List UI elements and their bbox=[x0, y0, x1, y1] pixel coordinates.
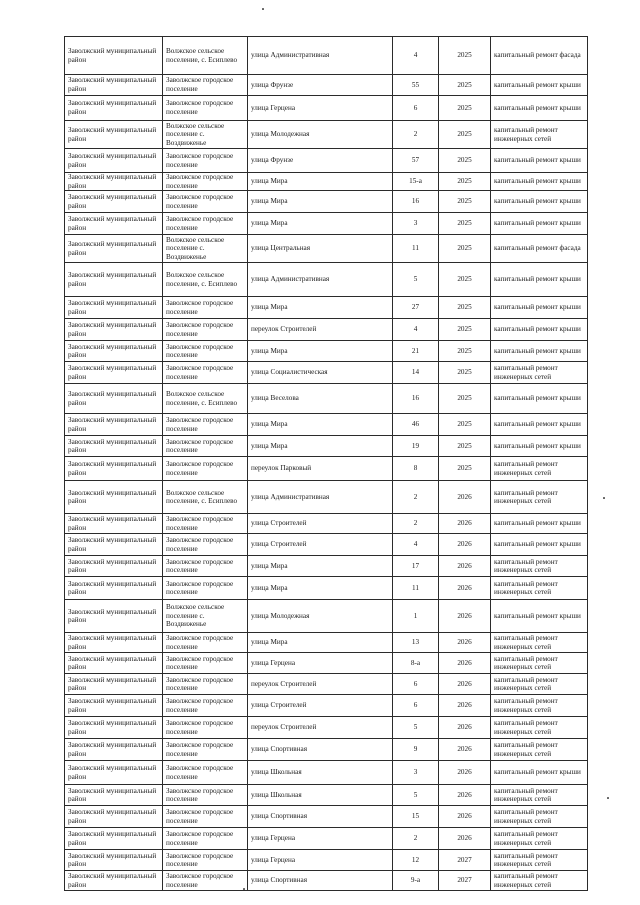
year-cell: 2026 bbox=[439, 534, 491, 556]
work-type-cell: капитальный ремонт крыши bbox=[491, 514, 588, 534]
year-cell: 2025 bbox=[439, 457, 491, 481]
year-cell: 2025 bbox=[439, 121, 491, 149]
work-type-cell: капитальный ремонт инженерных сетей bbox=[491, 674, 588, 695]
house-number-cell: 11 bbox=[393, 235, 439, 263]
settlement-cell: Заволжское городское поселение bbox=[163, 850, 248, 871]
year-cell: 2026 bbox=[439, 653, 491, 674]
street-cell: улица Спортивная bbox=[248, 871, 393, 891]
table-row bbox=[65, 96, 588, 121]
district-cell: Заволжский муниципальный район bbox=[65, 235, 163, 263]
district-cell: Заволжский муниципальный район bbox=[65, 191, 163, 213]
settlement-cell: Заволжское городское поселение bbox=[163, 75, 248, 96]
street-cell: улица Молодежная bbox=[248, 600, 393, 633]
district-cell: Заволжский муниципальный район bbox=[65, 362, 163, 384]
settlement-cell: Заволжское городское поселение bbox=[163, 173, 248, 191]
table-row bbox=[65, 263, 588, 297]
district-cell: Заволжский муниципальный район bbox=[65, 828, 163, 850]
house-number-cell: 2 bbox=[393, 828, 439, 850]
settlement-cell: Заволжское городское поселение bbox=[163, 717, 248, 739]
street-cell: улица Административная bbox=[248, 37, 393, 75]
settlement-cell: Заволжское городское поселение bbox=[163, 785, 248, 806]
work-type-cell: капитальный ремонт инженерных сетей bbox=[491, 695, 588, 717]
work-type-cell: капитальный ремонт крыши bbox=[491, 263, 588, 297]
work-type-cell: капитальный ремонт крыши bbox=[491, 213, 588, 235]
work-type-cell: капитальный ремонт инженерных сетей bbox=[491, 871, 588, 891]
work-type-cell: капитальный ремонт крыши bbox=[491, 534, 588, 556]
house-number-cell: 1 bbox=[393, 600, 439, 633]
house-number-cell: 13 bbox=[393, 633, 439, 653]
table-row bbox=[65, 457, 588, 481]
table-row bbox=[65, 806, 588, 828]
house-number-cell: 6 bbox=[393, 695, 439, 717]
table-row bbox=[65, 674, 588, 695]
house-number-cell: 19 bbox=[393, 436, 439, 457]
work-type-cell: капитальный ремонт крыши bbox=[491, 600, 588, 633]
year-cell: 2026 bbox=[439, 806, 491, 828]
district-cell: Заволжский муниципальный район bbox=[65, 674, 163, 695]
street-cell: улица Мира bbox=[248, 633, 393, 653]
district-cell: Заволжский муниципальный район bbox=[65, 556, 163, 577]
repair-schedule-table bbox=[64, 36, 588, 891]
scan-speck bbox=[603, 497, 605, 499]
table-row bbox=[65, 37, 588, 75]
district-cell: Заволжский муниципальный район bbox=[65, 600, 163, 633]
work-type-cell: капитальный ремонт инженерных сетей bbox=[491, 457, 588, 481]
year-cell: 2025 bbox=[439, 213, 491, 235]
year-cell: 2027 bbox=[439, 850, 491, 871]
work-type-cell: капитальный ремонт инженерных сетей bbox=[491, 717, 588, 739]
street-cell: переулок Строителей bbox=[248, 319, 393, 341]
street-cell: улица Школьная bbox=[248, 785, 393, 806]
table-row bbox=[65, 761, 588, 785]
district-cell: Заволжский муниципальный район bbox=[65, 653, 163, 674]
street-cell: улица Социалистическая bbox=[248, 362, 393, 384]
street-cell: улица Спортивная bbox=[248, 806, 393, 828]
table-body bbox=[65, 37, 588, 891]
year-cell: 2026 bbox=[439, 577, 491, 600]
district-cell: Заволжский муниципальный район bbox=[65, 481, 163, 514]
district-cell: Заволжский муниципальный район bbox=[65, 436, 163, 457]
table-row bbox=[65, 191, 588, 213]
house-number-cell: 8-а bbox=[393, 653, 439, 674]
house-number-cell: 3 bbox=[393, 761, 439, 785]
work-type-cell: капитальный ремонт инженерных сетей bbox=[491, 362, 588, 384]
table-row bbox=[65, 414, 588, 436]
district-cell: Заволжский муниципальный район bbox=[65, 121, 163, 149]
street-cell: улица Герцена bbox=[248, 828, 393, 850]
house-number-cell: 46 bbox=[393, 414, 439, 436]
settlement-cell: Волжское сельское поселение, с. Есиплево bbox=[163, 37, 248, 75]
street-cell: переулок Строителей bbox=[248, 717, 393, 739]
settlement-cell: Заволжское городское поселение bbox=[163, 534, 248, 556]
work-type-cell: капитальный ремонт крыши bbox=[491, 297, 588, 319]
street-cell: улица Герцена bbox=[248, 96, 393, 121]
house-number-cell: 9-а bbox=[393, 871, 439, 891]
street-cell: улица Мира bbox=[248, 213, 393, 235]
table-row bbox=[65, 149, 588, 173]
district-cell: Заволжский муниципальный район bbox=[65, 384, 163, 414]
house-number-cell: 27 bbox=[393, 297, 439, 319]
house-number-cell: 55 bbox=[393, 75, 439, 96]
district-cell: Заволжский муниципальный район bbox=[65, 806, 163, 828]
settlement-cell: Заволжское городское поселение bbox=[163, 414, 248, 436]
house-number-cell: 6 bbox=[393, 96, 439, 121]
house-number-cell: 15 bbox=[393, 806, 439, 828]
scan-speck bbox=[243, 888, 245, 890]
work-type-cell: капитальный ремонт крыши bbox=[491, 761, 588, 785]
street-cell: улица Молодежная bbox=[248, 121, 393, 149]
work-type-cell: капитальный ремонт инженерных сетей bbox=[491, 633, 588, 653]
street-cell: улица Герцена bbox=[248, 850, 393, 871]
year-cell: 2025 bbox=[439, 191, 491, 213]
settlement-cell: Заволжское городское поселение bbox=[163, 577, 248, 600]
street-cell: улица Мира bbox=[248, 191, 393, 213]
table-row bbox=[65, 785, 588, 806]
year-cell: 2025 bbox=[439, 362, 491, 384]
settlement-cell: Волжское сельское поселение с. Воздвиженье bbox=[163, 121, 248, 149]
district-cell: Заволжский муниципальный район bbox=[65, 534, 163, 556]
district-cell: Заволжский муниципальный район bbox=[65, 149, 163, 173]
house-number-cell: 2 bbox=[393, 121, 439, 149]
house-number-cell: 6 bbox=[393, 674, 439, 695]
district-cell: Заволжский муниципальный район bbox=[65, 96, 163, 121]
district-cell: Заволжский муниципальный район bbox=[65, 514, 163, 534]
street-cell: улица Герцена bbox=[248, 653, 393, 674]
settlement-cell: Волжское сельское поселение, с. Есиплево bbox=[163, 481, 248, 514]
district-cell: Заволжский муниципальный район bbox=[65, 319, 163, 341]
work-type-cell: капитальный ремонт крыши bbox=[491, 149, 588, 173]
house-number-cell: 9 bbox=[393, 739, 439, 761]
settlement-cell: Заволжское городское поселение bbox=[163, 149, 248, 173]
year-cell: 2025 bbox=[439, 263, 491, 297]
year-cell: 2025 bbox=[439, 149, 491, 173]
district-cell: Заволжский муниципальный район bbox=[65, 414, 163, 436]
district-cell: Заволжский муниципальный район bbox=[65, 761, 163, 785]
settlement-cell: Заволжское городское поселение bbox=[163, 633, 248, 653]
district-cell: Заволжский муниципальный район bbox=[65, 173, 163, 191]
table-row bbox=[65, 850, 588, 871]
year-cell: 2026 bbox=[439, 761, 491, 785]
house-number-cell: 16 bbox=[393, 384, 439, 414]
house-number-cell: 57 bbox=[393, 149, 439, 173]
year-cell: 2026 bbox=[439, 600, 491, 633]
settlement-cell: Заволжское городское поселение bbox=[163, 436, 248, 457]
street-cell: улица Центральная bbox=[248, 235, 393, 263]
work-type-cell: капитальный ремонт инженерных сетей bbox=[491, 481, 588, 514]
year-cell: 2026 bbox=[439, 556, 491, 577]
work-type-cell: капитальный ремонт инженерных сетей bbox=[491, 850, 588, 871]
table-row bbox=[65, 600, 588, 633]
year-cell: 2025 bbox=[439, 384, 491, 414]
settlement-cell: Волжское сельское поселение с. Воздвиженье bbox=[163, 235, 248, 263]
settlement-cell: Заволжское городское поселение bbox=[163, 653, 248, 674]
street-cell: улица Строителей bbox=[248, 534, 393, 556]
table-row bbox=[65, 739, 588, 761]
year-cell: 2025 bbox=[439, 414, 491, 436]
settlement-cell: Заволжское городское поселение bbox=[163, 674, 248, 695]
district-cell: Заволжский муниципальный район bbox=[65, 457, 163, 481]
year-cell: 2025 bbox=[439, 37, 491, 75]
table-row bbox=[65, 436, 588, 457]
work-type-cell: капитальный ремонт крыши bbox=[491, 319, 588, 341]
work-type-cell: капитальный ремонт инженерных сетей bbox=[491, 577, 588, 600]
street-cell: улица Мира bbox=[248, 173, 393, 191]
street-cell: улица Мира bbox=[248, 436, 393, 457]
year-cell: 2025 bbox=[439, 173, 491, 191]
year-cell: 2026 bbox=[439, 785, 491, 806]
year-cell: 2026 bbox=[439, 674, 491, 695]
house-number-cell: 2 bbox=[393, 481, 439, 514]
street-cell: улица Административная bbox=[248, 481, 393, 514]
house-number-cell: 5 bbox=[393, 717, 439, 739]
table-row bbox=[65, 362, 588, 384]
table-row bbox=[65, 173, 588, 191]
table-row bbox=[65, 577, 588, 600]
settlement-cell: Заволжское городское поселение bbox=[163, 319, 248, 341]
house-number-cell: 2 bbox=[393, 514, 439, 534]
table-row bbox=[65, 514, 588, 534]
year-cell: 2025 bbox=[439, 319, 491, 341]
table-row bbox=[65, 341, 588, 362]
settlement-cell: Волжское сельское поселение, с. Есиплево bbox=[163, 384, 248, 414]
street-cell: улица Строителей bbox=[248, 695, 393, 717]
work-type-cell: капитальный ремонт крыши bbox=[491, 341, 588, 362]
year-cell: 2025 bbox=[439, 75, 491, 96]
settlement-cell: Заволжское городское поселение bbox=[163, 297, 248, 319]
district-cell: Заволжский муниципальный район bbox=[65, 785, 163, 806]
table-row bbox=[65, 717, 588, 739]
table-row bbox=[65, 633, 588, 653]
street-cell: улица Фрунзе bbox=[248, 75, 393, 96]
table-row bbox=[65, 695, 588, 717]
work-type-cell: капитальный ремонт инженерных сетей bbox=[491, 806, 588, 828]
year-cell: 2026 bbox=[439, 828, 491, 850]
year-cell: 2025 bbox=[439, 436, 491, 457]
house-number-cell: 17 bbox=[393, 556, 439, 577]
work-type-cell: капитальный ремонт инженерных сетей bbox=[491, 785, 588, 806]
district-cell: Заволжский муниципальный район bbox=[65, 75, 163, 96]
street-cell: улица Фрунзе bbox=[248, 149, 393, 173]
table-row bbox=[65, 653, 588, 674]
table-row bbox=[65, 213, 588, 235]
work-type-cell: капитальный ремонт фасада bbox=[491, 235, 588, 263]
year-cell: 2026 bbox=[439, 481, 491, 514]
table-row bbox=[65, 828, 588, 850]
table-row bbox=[65, 871, 588, 891]
work-type-cell: капитальный ремонт инженерных сетей bbox=[491, 828, 588, 850]
table-row bbox=[65, 297, 588, 319]
street-cell: переулок Парковый bbox=[248, 457, 393, 481]
district-cell: Заволжский муниципальный район bbox=[65, 341, 163, 362]
table-row bbox=[65, 319, 588, 341]
work-type-cell: капитальный ремонт крыши bbox=[491, 436, 588, 457]
table-row bbox=[65, 121, 588, 149]
table-row bbox=[65, 75, 588, 96]
settlement-cell: Волжское сельское поселение с. Воздвиженье bbox=[163, 600, 248, 633]
district-cell: Заволжский муниципальный район bbox=[65, 37, 163, 75]
district-cell: Заволжский муниципальный район bbox=[65, 871, 163, 891]
scan-speck bbox=[607, 797, 609, 799]
work-type-cell: капитальный ремонт крыши bbox=[491, 75, 588, 96]
street-cell: улица Мира bbox=[248, 341, 393, 362]
settlement-cell: Заволжское городское поселение bbox=[163, 514, 248, 534]
district-cell: Заволжский муниципальный район bbox=[65, 297, 163, 319]
house-number-cell: 3 bbox=[393, 213, 439, 235]
district-cell: Заволжский муниципальный район bbox=[65, 850, 163, 871]
settlement-cell: Заволжское городское поселение bbox=[163, 556, 248, 577]
settlement-cell: Заволжское городское поселение bbox=[163, 457, 248, 481]
table-row bbox=[65, 556, 588, 577]
house-number-cell: 12 bbox=[393, 850, 439, 871]
street-cell: переулок Строителей bbox=[248, 674, 393, 695]
street-cell: улица Строителей bbox=[248, 514, 393, 534]
district-cell: Заволжский муниципальный район bbox=[65, 739, 163, 761]
street-cell: улица Школьная bbox=[248, 761, 393, 785]
year-cell: 2026 bbox=[439, 717, 491, 739]
street-cell: улица Мира bbox=[248, 297, 393, 319]
work-type-cell: капитальный ремонт инженерных сетей bbox=[491, 739, 588, 761]
settlement-cell: Заволжское городское поселение bbox=[163, 828, 248, 850]
settlement-cell: Заволжское городское поселение bbox=[163, 695, 248, 717]
house-number-cell: 4 bbox=[393, 37, 439, 75]
house-number-cell: 4 bbox=[393, 534, 439, 556]
house-number-cell: 5 bbox=[393, 785, 439, 806]
year-cell: 2025 bbox=[439, 297, 491, 319]
district-cell: Заволжский муниципальный район bbox=[65, 577, 163, 600]
settlement-cell: Волжское сельское поселение, с. Есиплево bbox=[163, 263, 248, 297]
year-cell: 2025 bbox=[439, 96, 491, 121]
year-cell: 2026 bbox=[439, 633, 491, 653]
work-type-cell: капитальный ремонт инженерных сетей bbox=[491, 121, 588, 149]
house-number-cell: 16 bbox=[393, 191, 439, 213]
settlement-cell: Заволжское городское поселение bbox=[163, 806, 248, 828]
street-cell: улица Мира bbox=[248, 577, 393, 600]
house-number-cell: 11 bbox=[393, 577, 439, 600]
house-number-cell: 14 bbox=[393, 362, 439, 384]
settlement-cell: Заволжское городское поселение bbox=[163, 761, 248, 785]
street-cell: улица Мира bbox=[248, 414, 393, 436]
settlement-cell: Заволжское городское поселение bbox=[163, 739, 248, 761]
district-cell: Заволжский муниципальный район bbox=[65, 717, 163, 739]
street-cell: улица Спортивная bbox=[248, 739, 393, 761]
year-cell: 2026 bbox=[439, 739, 491, 761]
settlement-cell: Заволжское городское поселение bbox=[163, 871, 248, 891]
table-row bbox=[65, 235, 588, 263]
street-cell: улица Мира bbox=[248, 556, 393, 577]
work-type-cell: капитальный ремонт крыши bbox=[491, 414, 588, 436]
work-type-cell: капитальный ремонт крыши bbox=[491, 384, 588, 414]
year-cell: 2025 bbox=[439, 235, 491, 263]
house-number-cell: 8 bbox=[393, 457, 439, 481]
work-type-cell: капитальный ремонт крыши bbox=[491, 96, 588, 121]
settlement-cell: Заволжское городское поселение bbox=[163, 213, 248, 235]
year-cell: 2025 bbox=[439, 341, 491, 362]
district-cell: Заволжский муниципальный район bbox=[65, 633, 163, 653]
district-cell: Заволжский муниципальный район bbox=[65, 213, 163, 235]
settlement-cell: Заволжское городское поселение bbox=[163, 362, 248, 384]
house-number-cell: 4 bbox=[393, 319, 439, 341]
settlement-cell: Заволжское городское поселение bbox=[163, 341, 248, 362]
work-type-cell: капитальный ремонт инженерных сетей bbox=[491, 556, 588, 577]
house-number-cell: 21 bbox=[393, 341, 439, 362]
work-type-cell: капитальный ремонт инженерных сетей bbox=[491, 653, 588, 674]
table-row bbox=[65, 384, 588, 414]
year-cell: 2026 bbox=[439, 514, 491, 534]
work-type-cell: капитальный ремонт крыши bbox=[491, 173, 588, 191]
settlement-cell: Заволжское городское поселение bbox=[163, 96, 248, 121]
district-cell: Заволжский муниципальный район bbox=[65, 695, 163, 717]
table-row bbox=[65, 481, 588, 514]
year-cell: 2026 bbox=[439, 695, 491, 717]
settlement-cell: Заволжское городское поселение bbox=[163, 191, 248, 213]
street-cell: улица Веселова bbox=[248, 384, 393, 414]
table-row bbox=[65, 534, 588, 556]
district-cell: Заволжский муниципальный район bbox=[65, 263, 163, 297]
house-number-cell: 5 bbox=[393, 263, 439, 297]
scan-speck bbox=[262, 8, 264, 10]
year-cell: 2027 bbox=[439, 871, 491, 891]
work-type-cell: капитальный ремонт крыши bbox=[491, 191, 588, 213]
street-cell: улица Административная bbox=[248, 263, 393, 297]
house-number-cell: 15-а bbox=[393, 173, 439, 191]
work-type-cell: капитальный ремонт фасада bbox=[491, 37, 588, 75]
